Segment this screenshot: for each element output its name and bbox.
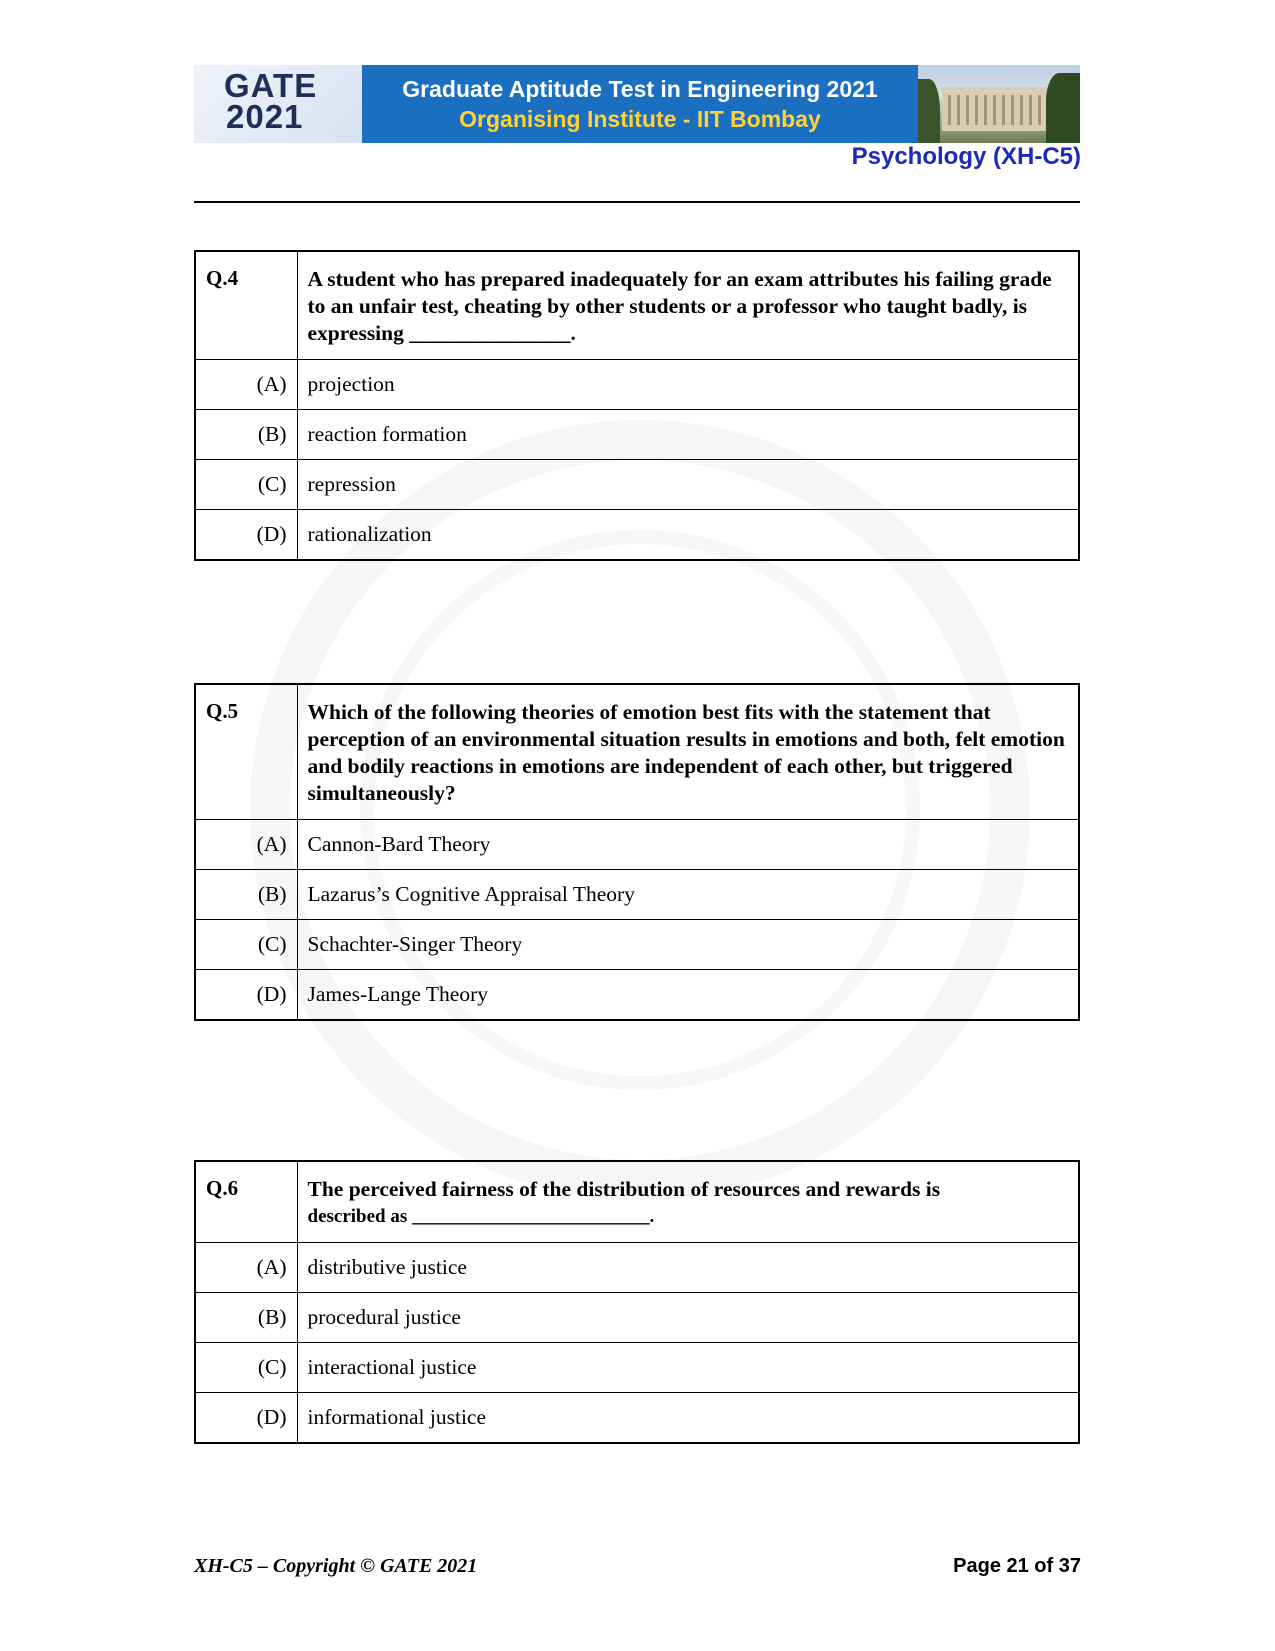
- option-label: (B): [195, 1293, 297, 1343]
- page-total: 37: [1058, 1555, 1081, 1577]
- option-text: reaction formation: [297, 410, 1079, 460]
- page-prefix: Page: [953, 1555, 1007, 1577]
- option-text: procedural justice: [297, 1293, 1079, 1343]
- page-current: 21: [1006, 1555, 1029, 1577]
- option-row: [195, 360, 1079, 410]
- option-text: Cannon-Bard Theory: [297, 820, 1079, 870]
- header-rule: [194, 201, 1080, 203]
- header-banner: [194, 65, 1080, 143]
- subject-title: Psychology (XH-C5): [851, 143, 1081, 170]
- option-row: [195, 1293, 1079, 1343]
- option-label: (C): [195, 460, 297, 510]
- option-label: (D): [195, 1393, 297, 1443]
- tree-shape: [1046, 73, 1080, 143]
- option-text: rationalization: [297, 510, 1079, 560]
- option-label: (D): [195, 970, 297, 1020]
- option-row: [195, 460, 1079, 510]
- gate-logo: [194, 65, 362, 143]
- option-text: James-Lange Theory: [297, 970, 1079, 1020]
- option-row: [195, 510, 1079, 560]
- option-row: [195, 1343, 1079, 1393]
- question-row: [195, 684, 1079, 820]
- question-table-q6: [194, 1160, 1080, 1444]
- banner-title-block: [362, 65, 918, 143]
- question-text: [297, 1161, 1079, 1243]
- banner-title: Graduate Aptitude Test in Engineering 2021: [402, 76, 878, 102]
- question-text: Which of the following theories of emotion best fits with the statement that perception of an environmental situation results in emotions and both, felt emotion and bodily reactions in emotions are independent of each other, but triggered simultaneously?: [297, 684, 1079, 820]
- question-text-line1: The perceived fairness of the distribution of resources and rewards is: [307, 1177, 941, 1201]
- option-row: [195, 1393, 1079, 1443]
- question-text-line2: described as _________________________.: [307, 1206, 655, 1227]
- option-label: (C): [195, 920, 297, 970]
- option-row: [195, 820, 1079, 870]
- question-table-q4: [194, 250, 1080, 561]
- option-label: (A): [195, 820, 297, 870]
- question-row: [195, 251, 1079, 360]
- logo-year-text: 2021: [226, 98, 304, 135]
- building-windows: [948, 95, 1046, 125]
- option-row: [195, 410, 1079, 460]
- option-label: (A): [195, 1243, 297, 1293]
- option-text: Schachter-Singer Theory: [297, 920, 1079, 970]
- question-number: Q.5: [195, 684, 297, 820]
- option-text: interactional justice: [297, 1343, 1079, 1393]
- campus-building-image: [918, 65, 1080, 143]
- tree-shape: [918, 79, 940, 143]
- page-of: of: [1028, 1555, 1059, 1577]
- option-row: [195, 870, 1079, 920]
- option-text: Lazarus’s Cognitive Appraisal Theory: [297, 870, 1079, 920]
- logo-gate-text: GATE: [224, 67, 318, 104]
- option-row: [195, 920, 1079, 970]
- banner-subtitle: Organising Institute - IIT Bombay: [459, 106, 821, 132]
- option-label: (C): [195, 1343, 297, 1393]
- option-text: informational justice: [297, 1393, 1079, 1443]
- question-table-q5: [194, 683, 1080, 1021]
- option-row: [195, 1243, 1079, 1293]
- option-row: [195, 970, 1079, 1020]
- option-label: (B): [195, 870, 297, 920]
- question-row: [195, 1161, 1079, 1243]
- option-text: distributive justice: [297, 1243, 1079, 1293]
- footer-copyright: XH-C5 – Copyright © GATE 2021: [194, 1555, 478, 1577]
- option-text: repression: [297, 460, 1079, 510]
- option-label: (B): [195, 410, 297, 460]
- option-text: projection: [297, 360, 1079, 410]
- option-label: (D): [195, 510, 297, 560]
- option-label: (A): [195, 360, 297, 410]
- question-number: Q.6: [195, 1161, 297, 1243]
- question-text: A student who has prepared inadequately for an exam attributes his failing grade to an unfair test, cheating by other students or a professor who taught badly, is expressing _______________.: [297, 251, 1079, 360]
- question-number: Q.4: [195, 251, 297, 360]
- footer-page-number: [953, 1555, 1081, 1578]
